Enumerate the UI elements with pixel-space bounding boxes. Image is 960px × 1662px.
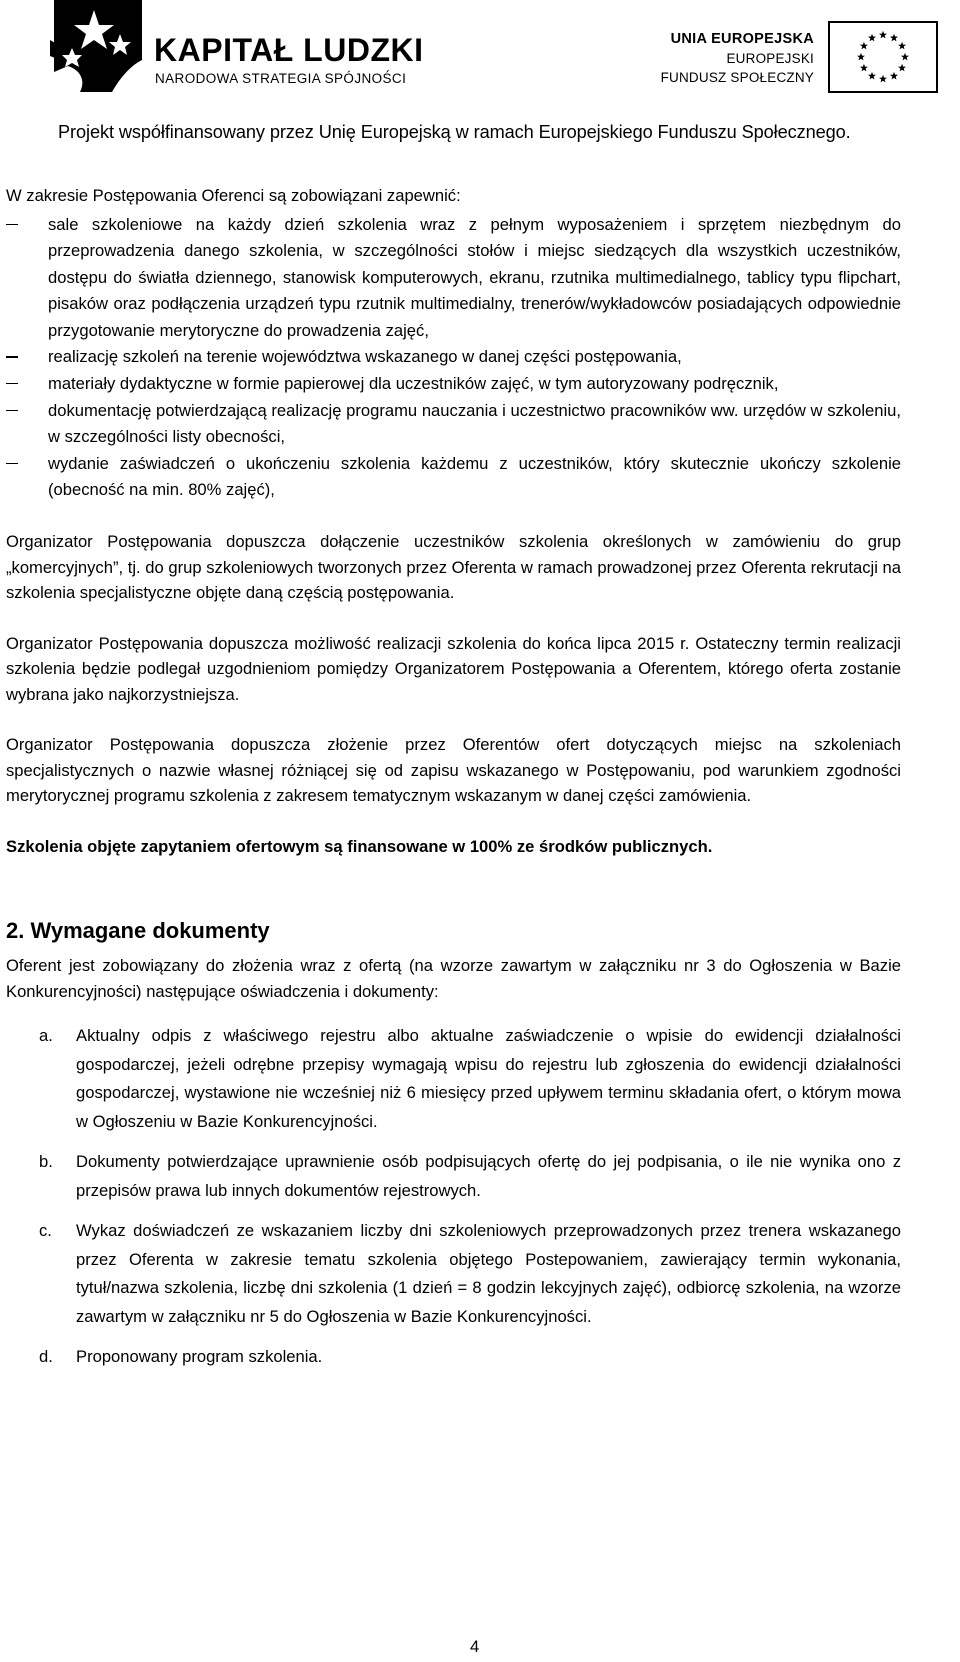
eu-star-icon — [860, 42, 868, 50]
eu-star-icon — [901, 53, 909, 61]
list-item — [6, 451, 901, 504]
list-item — [6, 1217, 901, 1331]
list-item-text: Dokumenty potwierdzające uprawnienie osób podpisujących ofertę do jej podpisania, o ile nie wynika ono z przepisów prawa lub innych dokumentów rejestrowych. — [76, 1152, 901, 1200]
list-item — [6, 344, 901, 371]
section-title: 2. Wymagane dokumenty — [6, 918, 270, 944]
list-item — [6, 398, 901, 451]
eu-text-block — [661, 30, 814, 87]
list-item-text: wydanie zaświadczeń o ukończeniu szkolenia każdemu z uczestników, który skutecznie ukończy szkolenie (obecność na min. 80% zajęć), — [48, 453, 901, 500]
list-item-text: Proponowany program szkolenia. — [76, 1347, 323, 1367]
dash-bullet-icon — [6, 383, 18, 384]
project-cofinancing-line: Projekt współfinansowany przez Unię Europejską w ramach Europejskiego Funduszu Społecznego. — [58, 122, 851, 142]
list-item — [6, 1148, 901, 1205]
page-header — [0, 0, 960, 150]
eu-star-icon — [890, 72, 898, 80]
eu-star-icon — [879, 75, 887, 83]
obligations-list — [6, 212, 901, 505]
eu-line-2: EUROPEJSKI — [726, 51, 814, 66]
kapital-ludzki-emblem-icon — [50, 0, 146, 92]
eu-flag-icon — [828, 21, 938, 93]
eu-line-3: FUNDUSZ SPOŁECZNY — [660, 70, 814, 85]
list-marker: d. — [39, 1347, 53, 1367]
eu-star-icon — [898, 64, 906, 72]
list-item-text: Wykaz doświadczeń ze wskazaniem liczby dni szkoleniowych przeprowadzonych przez trenera wskazanego przez Oferenta w zakresie tematu szkolenia objętego Postepowaniem, zawierający termin wykonania, tytuł/nazwa szkolenia, liczbę dni szkolenia (1 dzień = 8 godzin lekcyjnych zajęć), odbiorcę szkolenia, na wzorze zawartym w załączniku nr 5 do Ogłoszenia w Bazie Konkurencyjności. — [76, 1221, 901, 1326]
dash-bullet-icon — [6, 224, 18, 225]
dash-bullet-icon — [6, 463, 18, 464]
kapital-ludzki-logo — [50, 0, 650, 92]
dash-bullet-icon — [6, 356, 18, 357]
list-item-text: Aktualny odpis z właściwego rejestru albo aktualne zaświadczenie o wpisie do ewidencji działalności gospodarczej, jeżeli odrębne przepisy wymagają wpisu do rejestru lub zgłoszenia do ewidencji działalności gospodarczej, wystawione nie wcześniej niż 6 miesięcy przed upływem terminu składania ofert, o którym mowa w Ogłoszeniu w Bazie Konkurencyjności. — [76, 1026, 901, 1131]
list-item-text: materiały dydaktyczne w formie papierowej dla uczestników zajęć, w tym autoryzowany podręcznik, — [48, 374, 779, 394]
eu-star-icon — [868, 72, 876, 80]
dash-bullet-icon — [6, 410, 18, 411]
required-documents-list — [6, 1022, 901, 1372]
paragraph-own-name-training: Organizator Postępowania dopuszcza złożenie przez Oferentów ofert dotyczących miejsc na szkoleniach specjalistycznych o nazwie własnej różniącej się od zapisu wskazanego w Postępowaniu, pod warunkiem zgodności merytorycznej programu szkolenia z zakresem tematycznym wskazanym w danej części zamówienia. — [6, 735, 901, 806]
obligations-intro: W zakresie Postępowania Oferenci są zobowiązani zapewnić: — [6, 186, 461, 205]
paragraph-deadline: Organizator Postępowania dopuszcza możliwość realizacji szkolenia do końca lipca 2015 r. Ostateczny termin realizacji szkolenia będzie podlegał uzgodnieniom pomiędzy Organizatorem Postępowania a Oferentem, którego oferta zostanie wybrana jako najkorzystniejsza. — [6, 633, 901, 704]
kapital-ludzki-title: KAPITAŁ LUDZKI — [154, 32, 424, 68]
document-body — [6, 183, 901, 1384]
eu-star-icon — [898, 42, 906, 50]
eu-star-icon — [868, 34, 876, 42]
paragraph-commercial-groups: Organizator Postępowania dopuszcza dołączenie uczestników szkolenia określonych w zamówieniu do grup „komercyjnych”, tj. do grup szkoleniowych tworzonych przez Oferenta w ramach prowadzonej przez Oferenta rekrutacji na szkolenia specjalistyczne objęte daną częścią postępowania. — [6, 532, 901, 603]
list-marker: b. — [39, 1152, 53, 1172]
list-marker: a. — [39, 1026, 53, 1046]
list-item — [6, 212, 901, 345]
eu-star-icon — [857, 53, 865, 61]
financing-statement: Szkolenia objęte zapytaniem ofertowym są finansowane w 100% ze środków publicznych. — [6, 836, 713, 856]
list-marker: c. — [39, 1221, 52, 1241]
list-item — [6, 1343, 901, 1372]
list-item — [6, 1022, 901, 1136]
list-item — [6, 371, 901, 398]
eu-star-icon — [879, 31, 887, 39]
page-number: 4 — [470, 1637, 480, 1656]
list-item-text: sale szkoleniowe na każdy dzień szkolenia wraz z pełnym wyposażeniem i sprzętem niezbędnym do przeprowadzenia danego szkolenia, w szczególności stołów i miejsc siedzących dla wszystkich uczestników, dostępu do światła dziennego, stanowisk komputerowych, ekranu, rzutnika multimedialnego, tablicy typu flipchart, pisaków oraz podłączenia urządzeń typu rzutnik multimedialny, trenerów/wykładowców posiadających odpowiednie przygotowanie merytoryczne do prowadzenia zajęć, — [48, 214, 901, 340]
eu-star-icon — [890, 34, 898, 42]
list-item-text: dokumentację potwierdzającą realizację programu nauczania i uczestnictwo pracowników ww. urzędów w szkoleniu, w szczególności listy obecności, — [48, 400, 901, 447]
section-intro: Oferent jest zobowiązany do złożenia wraz z ofertą (na wzorze zawartym w załączniku nr 3 do Ogłoszenia w Bazie Konkurencyjności) następujące oświadczenia i dokumenty: — [6, 956, 901, 1001]
list-item-text: realizację szkoleń na terenie województwa wskazanego w danej części postępowania, — [48, 347, 682, 367]
eu-line-1: UNIA EUROPEJSKA — [670, 31, 814, 47]
eu-star-icon — [860, 64, 868, 72]
kapital-ludzki-subtitle: NARODOWA STRATEGIA SPÓJNOŚCI — [155, 71, 407, 86]
